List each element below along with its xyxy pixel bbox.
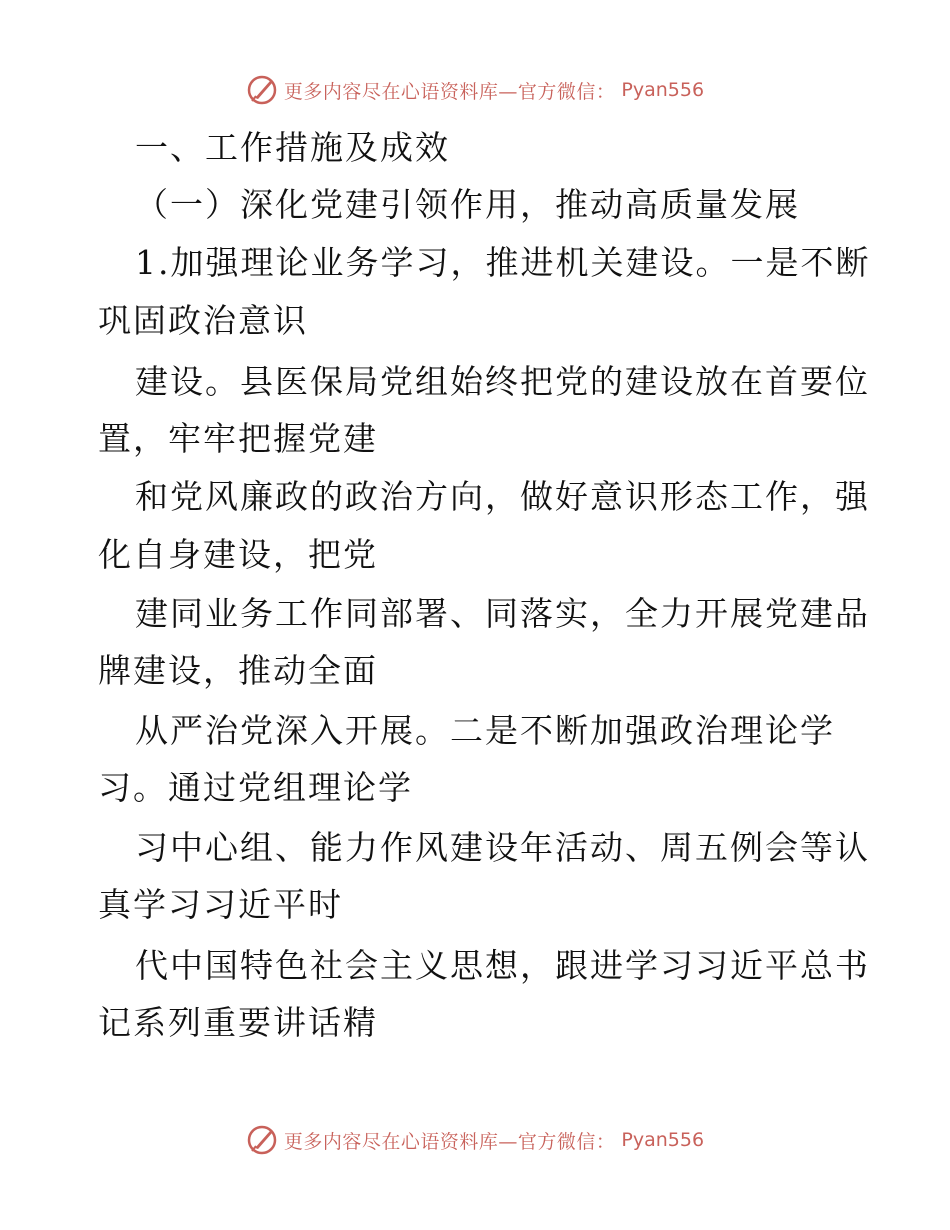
paragraph-line: 从严治党深入开展。二是不断加强政治理论学 xyxy=(135,711,835,750)
section-heading: 一、工作措施及成效 xyxy=(135,128,450,167)
paragraph-line: 习。通过党组理论学 xyxy=(98,768,413,807)
paragraph-line: 建设。县医保局党组始终把党的建设放在首要位 xyxy=(135,362,870,401)
paragraph-line: 置，牢牢把握党建 xyxy=(98,419,378,458)
paragraph-line: 真学习习近平时 xyxy=(98,885,343,924)
paragraph-line: 化自身建设，把党 xyxy=(98,535,378,574)
quill-pen-icon xyxy=(246,1124,278,1156)
paragraph-line: 牌建设，推动全面 xyxy=(98,651,378,690)
watermark-text: 更多内容尽在心语资料库—官方微信： xyxy=(283,80,616,103)
watermark-text: 更多内容尽在心语资料库—官方微信： xyxy=(283,1130,616,1153)
paragraph-line: 代中国特色社会主义思想，跟进学习习近平总书 xyxy=(135,946,870,985)
paragraph-line: 1.加强理论业务学习，推进机关建设。一是不断 xyxy=(135,243,871,282)
paragraph-line: 和党风廉政的政治方向，做好意识形态工作，强 xyxy=(135,477,870,516)
paragraph-line: 记系列重要讲话精 xyxy=(98,1003,378,1042)
subsection-heading: （一）深化党建引领作用，推动高质量发展 xyxy=(135,185,800,224)
watermark-wechat-id: Pyan556 xyxy=(621,1129,705,1151)
paragraph-line: 巩固政治意识 xyxy=(98,301,308,340)
paragraph-line: 建同业务工作同部署、同落实，全力开展党建品 xyxy=(135,594,870,633)
paragraph-line: 习中心组、能力作风建设年活动、周五例会等认 xyxy=(135,828,870,867)
watermark-wechat-id: Pyan556 xyxy=(621,79,705,101)
watermark-footer xyxy=(0,1122,950,1158)
